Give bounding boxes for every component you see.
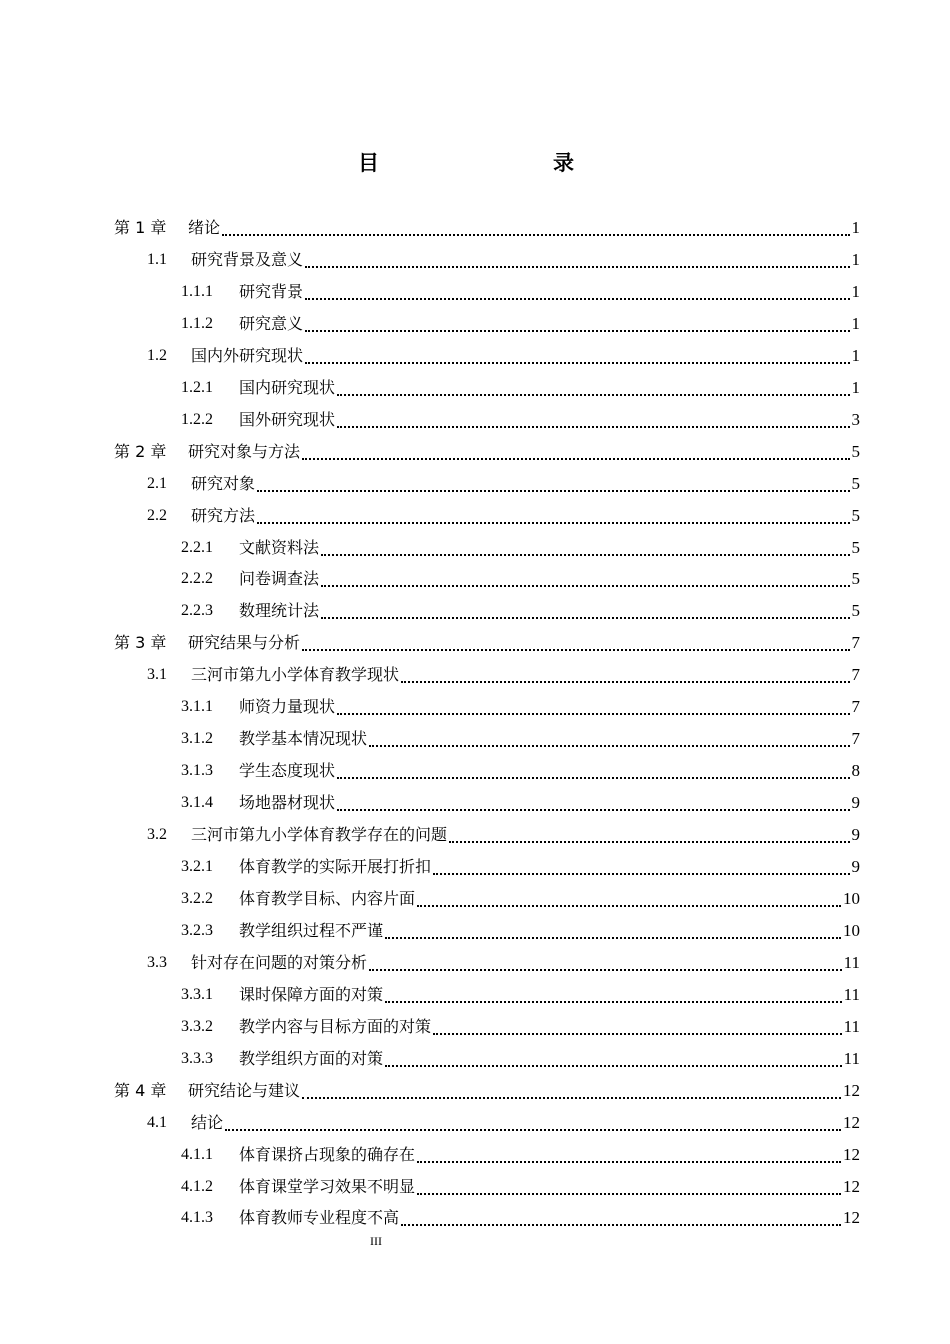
toc-entry-page: 12 <box>843 1081 860 1100</box>
toc-entry[interactable] <box>147 659 860 691</box>
toc-entry-page: 1 <box>851 378 860 397</box>
toc-entry-number: 3.3.2 <box>181 1018 213 1035</box>
toc-entry-number: 3.1.2 <box>181 730 213 747</box>
toc-entry-number: 3.2.2 <box>181 890 213 907</box>
toc-dot-leader <box>337 394 849 396</box>
toc-dot-leader <box>433 1033 842 1035</box>
toc-dot-leader <box>433 873 849 875</box>
toc-entry-page: 5 <box>851 506 860 525</box>
toc-dot-leader <box>321 554 849 556</box>
toc-entry[interactable] <box>181 979 860 1011</box>
toc-entry-title: 师资力量现状 <box>239 697 336 716</box>
toc-entry[interactable] <box>147 340 860 372</box>
toc-entry-page: 5 <box>851 442 860 461</box>
toc-entry-page: 9 <box>851 857 860 876</box>
toc-entry-title: 三河市第九小学体育教学存在的问题 <box>191 825 448 844</box>
toc-entry-number: 2.1 <box>147 475 167 492</box>
toc-entry-title: 教学基本情况现状 <box>239 729 368 748</box>
toc-entry-page: 11 <box>843 1049 860 1068</box>
toc-entry-page: 7 <box>851 665 860 684</box>
toc-dot-leader <box>321 585 849 587</box>
toc-entry[interactable] <box>147 500 860 532</box>
toc-entry[interactable] <box>181 563 860 595</box>
toc-entry-number: 1.2.1 <box>181 379 213 396</box>
toc-entry-title: 问卷调查法 <box>239 569 320 588</box>
toc-entry[interactable] <box>181 404 860 436</box>
toc-dot-leader <box>305 266 849 268</box>
toc-dot-leader <box>369 969 842 971</box>
toc-entry-number: 3.3.1 <box>181 986 213 1003</box>
toc-entry-title: 教学组织方面的对策 <box>239 1049 384 1068</box>
toc-entry-title: 体育课堂学习效果不明显 <box>239 1177 416 1196</box>
toc-dot-leader <box>369 745 849 747</box>
toc-dot-leader <box>401 1224 841 1226</box>
toc-entry-title: 研究对象 <box>191 474 256 493</box>
toc-entry-page: 1 <box>851 282 860 301</box>
toc-entry-number: 1.1.1 <box>181 283 213 300</box>
toc-entry-title: 研究对象与方法 <box>188 442 301 461</box>
toc-entry[interactable] <box>114 436 860 468</box>
toc-dot-leader <box>385 1065 842 1067</box>
toc-entry-page: 11 <box>843 1017 860 1036</box>
toc-entry-page: 11 <box>843 953 860 972</box>
toc-entry-number: 3.2 <box>147 826 167 843</box>
toc-dot-leader <box>257 490 849 492</box>
toc-entry[interactable] <box>181 532 860 564</box>
toc-entry[interactable] <box>147 819 860 851</box>
toc-entry[interactable] <box>114 212 860 244</box>
toc-entry-page: 12 <box>843 1145 860 1164</box>
toc-entry[interactable] <box>181 915 860 947</box>
toc-entry-title: 针对存在问题的对策分析 <box>191 953 368 972</box>
toc-entry-page: 8 <box>851 761 860 780</box>
toc-entry[interactable] <box>114 1075 860 1107</box>
toc-entry-page: 7 <box>851 729 860 748</box>
toc-entry[interactable] <box>181 308 860 340</box>
toc-entry[interactable] <box>147 947 860 979</box>
toc-entry-page: 9 <box>851 793 860 812</box>
toc-entry[interactable] <box>181 755 860 787</box>
toc-entry-number: 3.1.3 <box>181 762 213 779</box>
toc-entry-title: 文献资料法 <box>239 538 320 557</box>
toc-dot-leader <box>222 234 849 236</box>
toc-entry-page: 5 <box>851 569 860 588</box>
toc-entry[interactable] <box>181 851 860 883</box>
toc-entry-number: 1.1 <box>147 251 167 268</box>
toc-entry[interactable] <box>181 1043 860 1075</box>
toc-entry-page: 1 <box>851 250 860 269</box>
toc-entry-number: 2.2.1 <box>181 539 213 556</box>
toc-dot-leader <box>305 298 849 300</box>
toc-entry-title: 学生态度现状 <box>239 761 336 780</box>
toc-dot-leader <box>385 937 841 939</box>
toc-dot-leader <box>337 777 849 779</box>
toc-entry-number: 第 1 章 <box>114 218 167 237</box>
toc-dot-leader <box>302 458 849 460</box>
toc-entry-title: 体育教学的实际开展打折扣 <box>239 857 432 876</box>
toc-entry-page: 7 <box>851 633 860 652</box>
toc-entry-number: 第 3 章 <box>114 633 167 652</box>
toc-entry-number: 4.1.2 <box>181 1178 213 1195</box>
toc-entry[interactable] <box>114 627 860 659</box>
toc-entry[interactable] <box>181 1011 860 1043</box>
toc-dot-leader <box>321 617 849 619</box>
toc-entry-number: 1.2 <box>147 347 167 364</box>
toc-dot-leader <box>257 522 849 524</box>
toc-entry-number: 3.1.4 <box>181 794 213 811</box>
toc-entry-title: 场地器材现状 <box>239 793 336 812</box>
toc-entry-title: 研究意义 <box>239 314 304 333</box>
toc-entry-title: 体育课挤占现象的确存在 <box>239 1145 416 1164</box>
toc-entry-number: 3.2.3 <box>181 922 213 939</box>
toc-entry-number: 2.2 <box>147 507 167 524</box>
toc-entry-number: 3.1.1 <box>181 698 213 715</box>
toc-entry-number: 4.1 <box>147 1114 167 1131</box>
toc-entry-title: 教学组织过程不严谨 <box>239 921 384 940</box>
toc-entry-title: 体育教学目标、内容片面 <box>239 889 416 908</box>
toc-entry-page: 10 <box>843 889 860 908</box>
toc-entry-title: 研究背景 <box>239 282 304 301</box>
toc-entry[interactable] <box>181 276 860 308</box>
toc-entry-number: 2.2.2 <box>181 570 213 587</box>
toc-entry-number: 3.2.1 <box>181 858 213 875</box>
toc-entry-number: 2.2.3 <box>181 602 213 619</box>
toc-entry-page: 3 <box>851 410 860 429</box>
toc-entry-page: 10 <box>843 921 860 940</box>
toc-entry-title: 国内研究现状 <box>239 378 336 397</box>
toc-entry[interactable] <box>181 595 860 627</box>
toc-dot-leader <box>401 681 849 683</box>
toc-entry-number: 1.2.2 <box>181 411 213 428</box>
toc-entry-number: 第 4 章 <box>114 1081 167 1100</box>
toc-entry-number: 4.1.3 <box>181 1209 213 1226</box>
toc-entry-title: 课时保障方面的对策 <box>239 985 384 1004</box>
toc-entry-title: 数理统计法 <box>239 601 320 620</box>
toc-entry-page: 5 <box>851 601 860 620</box>
toc-entry-number: 3.3.3 <box>181 1050 213 1067</box>
toc-entry-title: 国外研究现状 <box>239 410 336 429</box>
page-title: 目 录 <box>358 151 618 175</box>
toc-entry[interactable] <box>181 883 860 915</box>
toc-entry-page: 12 <box>843 1113 860 1132</box>
toc-dot-leader <box>337 426 849 428</box>
toc-entry-page: 5 <box>851 474 860 493</box>
toc-entry-title: 三河市第九小学体育教学现状 <box>191 665 400 684</box>
toc-entry-title: 研究方法 <box>191 506 256 525</box>
toc-dot-leader <box>302 1097 841 1099</box>
toc-dot-leader <box>417 1193 841 1195</box>
toc-entry-number: 3.1 <box>147 666 167 683</box>
toc-entry-page: 12 <box>843 1177 860 1196</box>
toc-dot-leader <box>302 649 849 651</box>
toc-entry-page: 1 <box>851 346 860 365</box>
toc-entry-title: 教学内容与目标方面的对策 <box>239 1017 432 1036</box>
toc-entry[interactable] <box>181 1171 860 1203</box>
toc-entry[interactable] <box>147 244 860 276</box>
toc-dot-leader <box>417 905 841 907</box>
toc-dot-leader <box>225 1129 841 1131</box>
toc-dot-leader <box>305 330 849 332</box>
toc-entry-title: 研究结果与分析 <box>188 633 301 652</box>
toc-entry-title: 研究背景及意义 <box>191 250 304 269</box>
toc-entry-number: 1.1.2 <box>181 315 213 332</box>
toc-entry[interactable] <box>147 468 860 500</box>
toc-entry-page: 1 <box>851 218 860 237</box>
toc-dot-leader <box>385 1001 842 1003</box>
toc-entry[interactable] <box>181 1202 860 1234</box>
toc-entry[interactable] <box>181 691 860 723</box>
toc-entry-number: 3.3 <box>147 954 167 971</box>
toc-entry-page: 1 <box>851 314 860 333</box>
toc-entry-number: 第 2 章 <box>114 442 167 461</box>
toc-entry[interactable] <box>181 1139 860 1171</box>
toc-dot-leader <box>337 809 849 811</box>
toc-entry-page: 7 <box>851 697 860 716</box>
toc-entry-title: 绪论 <box>188 218 221 237</box>
toc-dot-leader <box>337 713 849 715</box>
toc-entry[interactable] <box>181 372 860 404</box>
toc-entry-page: 9 <box>851 825 860 844</box>
toc-entry-title: 体育教师专业程度不高 <box>239 1208 400 1227</box>
toc-dot-leader <box>417 1161 841 1163</box>
toc-entry[interactable] <box>181 723 860 755</box>
toc-entry-page: 11 <box>843 985 860 1004</box>
toc-entry[interactable] <box>181 787 860 819</box>
toc-entry-page: 12 <box>843 1208 860 1227</box>
toc-dot-leader <box>305 362 849 364</box>
page-number-footer: III <box>370 1234 382 1248</box>
toc-entry-title: 研究结论与建议 <box>188 1081 301 1100</box>
toc-entry-title: 结论 <box>191 1113 224 1132</box>
toc-entry-title: 国内外研究现状 <box>191 346 304 365</box>
toc-entry-page: 5 <box>851 538 860 557</box>
toc-dot-leader <box>449 841 849 843</box>
toc-entry-number: 4.1.1 <box>181 1146 213 1163</box>
toc-entry[interactable] <box>147 1107 860 1139</box>
